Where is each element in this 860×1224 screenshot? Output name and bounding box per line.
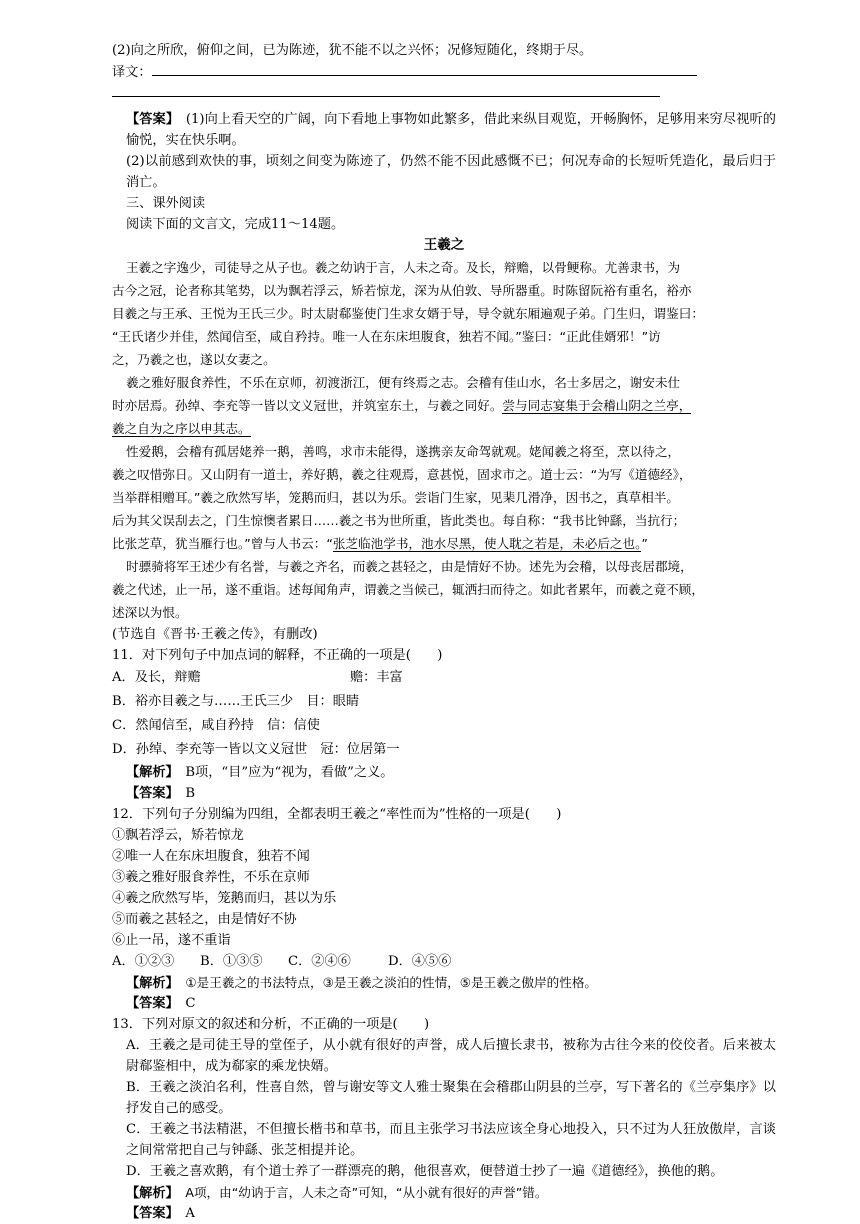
passage-line: 羲之代述，止一吊，遂不重诣。述每闻角声，谓羲之当候己，辄洒扫而待之。如此者累年，而羲之竟不顾， [112, 582, 704, 597]
q12-item: ①飘若浮云，矫若惊龙 [112, 828, 244, 843]
q12-item: ⑤而羲之甚轻之，由是情好不协 [112, 912, 297, 927]
q12-item: ⑥止一吊，遂不重诣 [112, 933, 231, 948]
answer-tag: 【答案】 [126, 112, 173, 127]
section-instruction: 阅读下面的文言文，完成11～14题。 [126, 217, 345, 232]
passage-line: 性爱鹅，会稽有孤居姥养一鹅，善鸣，求市未能得，遂携亲友命驾就观。姥闻羲之将至，烹以待之， [126, 444, 681, 459]
q11-option-c[interactable]: C．然闻信至，咸自矜持 信：信使 [112, 718, 320, 733]
q12-option-c[interactable]: C．②④⑥ [288, 954, 351, 969]
q12-analysis: 【解析】 ①是王羲之的书法特点，③是王羲之淡泊的性情，⑤是王羲之傲岸的性格。 [126, 975, 598, 991]
passage-line: 羲之雅好服食养性，不乐在京师，初渡浙江，便有终焉之志。会稽有佳山水，名士多居之，谢安未仕 [126, 375, 681, 390]
q12-stem: 12．下列句子分别编为四组，全都表明王羲之“率性而为”性格的一项是( ) [112, 807, 562, 822]
passage-line [112, 417, 776, 440]
passage-line: 目羲之与王承、王悦为王氏三少。时太尉郗鉴使门生求女婿于导，导令就东厢遍观子弟。门生归，谓鉴曰： [112, 306, 704, 321]
translation-line-2 [112, 82, 776, 103]
passage-source: (节选自《晋书·王羲之传》，有删改) [112, 627, 318, 642]
answer-10-p2: (2)以前感到欢快的事，顷刻之间变为陈迹了，仍然不能不因此感慨不已；何况寿命的长短听凭造化，最后归于消亡。 [126, 154, 776, 190]
passage-line: 述深以为恨。 [112, 605, 188, 620]
translation-label: 译文： [112, 65, 152, 80]
q13-option-d[interactable]: D．王羲之喜欢鹅，有个道士养了一群漂亮的鹅，他很喜欢，便替道士抄了一遍《道德经》，换他的鹅。 [126, 1164, 724, 1179]
q13-option-c[interactable]: C．王羲之书法精湛，不但擅长楷书和草书，而且主张学习书法应该全身心地投入，只不过为人狂放傲岸，言谈之间常常把自己与钟繇、张芝相提并论。 [126, 1122, 776, 1158]
q13-option-b[interactable]: B．王羲之淡泊名利，性喜自然，曾与谢安等文人雅士聚集在会稽郡山阴县的兰亭，写下著名的《兰亭集序》以抒发自己的感受。 [126, 1080, 776, 1116]
q13-option-a[interactable]: A．王羲之是司徒王导的堂侄子，从小就有很好的声誉，成人后擅长隶书，被称为古往今来的佼佼者。后来被太尉郗鉴相中，成为郗家的乘龙快婿。 [126, 1038, 776, 1074]
q11-stem: 11．对下列句子中加点词的解释，不正确的一项是( ) [112, 648, 443, 663]
q12-item: ③羲之雅好服食养性，不乐在京师 [112, 870, 310, 885]
q12-option-d[interactable]: D．④⑤⑥ [388, 954, 452, 969]
q11-option-d[interactable]: D．孙绰、李充等一皆以文义冠世 冠：位居第一 [112, 742, 400, 757]
q11-analysis: 【解析】 B项，“目”应为“视为，看做”之义。 [126, 765, 394, 780]
q12-item: ②唯一人在东床坦腹食，独若不闻 [112, 849, 310, 864]
passage-line: 羲之叹惜弥日。又山阴有一道士，养好鹅，羲之往观焉，意甚悦，固求市之。道士云：“为写《道德经》， [112, 467, 692, 482]
answer-10-p1: 【答案】 (1)向上看天空的广阔，向下看地上事物如此繁多，借此来纵目观览，开畅胸怀，足够用来穷尽视听的愉悦，实在快乐啊。 [126, 112, 776, 148]
q13-answer: 【答案】 A [126, 1206, 195, 1221]
q11-option-a[interactable]: A．及长，辩赡 赡：丰富 [112, 670, 403, 685]
q11-answer: 【答案】 B [126, 786, 196, 801]
q12-item: ④羲之欣然写毕，笼鹅而归，甚以为乐 [112, 891, 337, 906]
passage-line: 比张芝草，犹当雁行也。”曾与人书云：“张芝临池学书，池水尽黑，使人耽之若是，未必后之也。” [112, 536, 648, 551]
underlined-sentence: 羲之自为之序以申其志。 [112, 421, 251, 436]
q11-option-b[interactable]: B．裕亦目羲之与……王氏三少 目：眼睛 [112, 694, 360, 709]
underlined-sentence: 张芝临池学书，池水尽黑，使人耽之若是，未必后之也。 [332, 536, 642, 551]
passage-body [112, 256, 776, 624]
passage-line: 古今之冠，论者称其笔势，以为飘若浮云，矫若惊龙，深为从伯敦、导所器重。时陈留阮裕有重名，裕亦 [112, 283, 692, 298]
document-page [112, 40, 776, 1224]
passage-title: 王羲之 [423, 237, 465, 253]
q10-2-sentence: (2)向之所欣，俯仰之间，已为陈迹，犹不能不以之兴怀；况修短随化，终期于尽。 [112, 43, 593, 58]
passage-line: 时骠骑将军王述少有名誉，与羲之齐名，而羲之甚轻之，由是情好不协。述先为会稽，以母丧居郡境， [126, 559, 693, 574]
q12-option-b[interactable]: B．①③⑤ [200, 954, 263, 969]
section-heading: 三、课外阅读 [126, 196, 206, 211]
passage-line: 时亦居焉。孙绰、李充等一皆以文义冠世，并筑室东土，与羲之同好。尝与同志宴集于会稽山阴之兰亭， [112, 398, 692, 413]
q13-stem: 13．下列对原文的叙述和分析，不正确的一项是( ) [112, 1017, 430, 1032]
q13-analysis: 【解析】 A项，由“幼讷于言，人未之奇”可知，“从小就有很好的声誉”错。 [126, 1185, 548, 1201]
passage-line: “王氏诸少并佳，然闻信至，咸自矜持。唯一人在东床坦腹食，独若不闻。”鉴曰：“正此佳婿邪！”访 [112, 329, 661, 344]
q12-answer: 【答案】 C [126, 996, 196, 1011]
translation-blank-2[interactable] [112, 82, 660, 97]
underlined-sentence: 尝与同志宴集于会稽山阴之兰亭， [502, 398, 692, 413]
translation-blank-1[interactable] [152, 61, 697, 76]
passage-line: 之，乃羲之也，遂以女妻之。 [112, 352, 276, 367]
q12-options [112, 951, 776, 972]
q12-option-a[interactable]: A．①②③ [112, 954, 175, 969]
translation-line [112, 61, 776, 82]
passage-line: 当举群相赠耳。”羲之欣然写毕，笼鹅而归，甚以为乐。尝诣门生家，见棐几滑净，因书之，真草相半。 [112, 490, 679, 505]
passage-line: 王羲之字逸少，司徒导之从子也。羲之幼讷于言，人未之奇。及长，辩赡，以骨鲠称。尤善隶书，为 [126, 260, 681, 275]
passage-line: 后为其父误刮去之，门生惊懊者累日……羲之书为世所重，皆此类也。每自称：“我书比钟繇，当抗行； [112, 513, 686, 528]
